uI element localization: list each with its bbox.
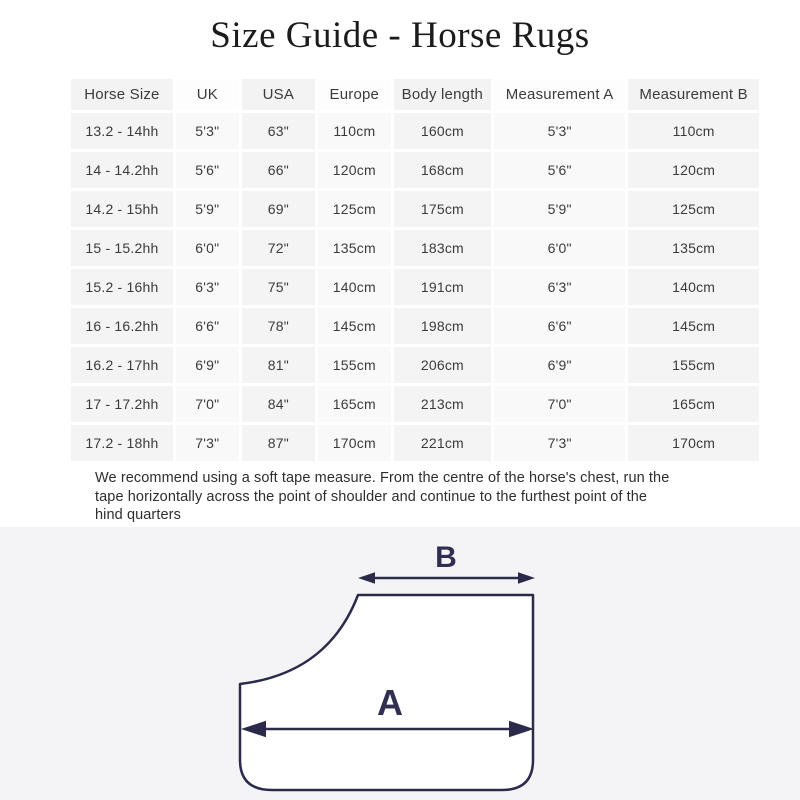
table-cell: 191cm xyxy=(394,269,491,305)
table-cell: 135cm xyxy=(628,230,759,266)
table-cell: 175cm xyxy=(394,191,491,227)
column-header: USA xyxy=(242,79,315,110)
table-cell: 66" xyxy=(242,152,315,188)
table-cell: 5'6" xyxy=(176,152,239,188)
measurement-note-line: We recommend using a soft tape measure. From the centre of the horse's chest, run the xyxy=(95,470,670,486)
header-row xyxy=(71,79,759,110)
rug-diagram xyxy=(0,527,800,800)
table-cell: 110cm xyxy=(628,113,759,149)
table-cell: 7'3" xyxy=(176,425,239,461)
table-cell: 125cm xyxy=(628,191,759,227)
table-row xyxy=(71,386,759,422)
table-cell: 160cm xyxy=(394,113,491,149)
table-cell: 16.2 - 17hh xyxy=(71,347,173,383)
table-cell: 81" xyxy=(242,347,315,383)
column-header: Horse Size xyxy=(71,79,173,110)
table-cell: 17 - 17.2hh xyxy=(71,386,173,422)
table-cell: 7'0" xyxy=(176,386,239,422)
table-cell: 63" xyxy=(242,113,315,149)
table-cell: 69" xyxy=(242,191,315,227)
table-cell: 15 - 15.2hh xyxy=(71,230,173,266)
column-header: Measurement B xyxy=(628,79,759,110)
size-table-body xyxy=(71,113,759,461)
table-cell: 5'6" xyxy=(494,152,625,188)
table-cell: 221cm xyxy=(394,425,491,461)
table-cell: 14 - 14.2hh xyxy=(71,152,173,188)
table-cell: 6'9" xyxy=(176,347,239,383)
column-header: UK xyxy=(176,79,239,110)
table-cell: 5'3" xyxy=(176,113,239,149)
table-cell: 16 - 16.2hh xyxy=(71,308,173,344)
table-cell: 170cm xyxy=(628,425,759,461)
table-cell: 5'3" xyxy=(494,113,625,149)
table-cell: 75" xyxy=(242,269,315,305)
table-cell: 6'3" xyxy=(176,269,239,305)
table-cell: 183cm xyxy=(394,230,491,266)
table-cell: 213cm xyxy=(394,386,491,422)
measurement-note-line: hind quarters xyxy=(95,507,181,523)
table-row xyxy=(71,269,759,305)
table-row xyxy=(71,152,759,188)
table-cell: 13.2 - 14hh xyxy=(71,113,173,149)
table-cell: 7'3" xyxy=(494,425,625,461)
label-a: A xyxy=(377,682,403,723)
table-cell: 78" xyxy=(242,308,315,344)
table-cell: 140cm xyxy=(628,269,759,305)
size-table xyxy=(68,76,762,464)
column-header: Body length xyxy=(394,79,491,110)
table-cell: 6'0" xyxy=(176,230,239,266)
table-cell: 6'9" xyxy=(494,347,625,383)
table-cell: 155cm xyxy=(628,347,759,383)
table-cell: 6'0" xyxy=(494,230,625,266)
table-cell: 5'9" xyxy=(176,191,239,227)
measurement-note-line: tape horizontally across the point of shoulder and continue to the furthest point of the xyxy=(95,488,648,505)
table-cell: 155cm xyxy=(318,347,391,383)
table-cell: 6'3" xyxy=(494,269,625,305)
rug-diagram-svg xyxy=(0,527,800,800)
table-cell: 165cm xyxy=(318,386,391,422)
table-cell: 7'0" xyxy=(494,386,625,422)
table-row xyxy=(71,308,759,344)
table-cell: 145cm xyxy=(318,308,391,344)
table-cell: 145cm xyxy=(628,308,759,344)
table-cell: 165cm xyxy=(628,386,759,422)
table-cell: 110cm xyxy=(318,113,391,149)
table-cell: 15.2 - 16hh xyxy=(71,269,173,305)
page-title: Size Guide - Horse Rugs xyxy=(210,15,590,56)
measurement-note xyxy=(95,469,727,525)
table-row xyxy=(71,347,759,383)
table-cell: 125cm xyxy=(318,191,391,227)
table-cell: 120cm xyxy=(318,152,391,188)
label-b: B xyxy=(435,541,457,574)
table-cell: 84" xyxy=(242,386,315,422)
table-cell: 87" xyxy=(242,425,315,461)
table-cell: 120cm xyxy=(628,152,759,188)
table-cell: 170cm xyxy=(318,425,391,461)
table-cell: 140cm xyxy=(318,269,391,305)
table-cell: 168cm xyxy=(394,152,491,188)
size-table-head xyxy=(71,79,759,110)
table-row xyxy=(71,230,759,266)
column-header: Measurement A xyxy=(494,79,625,110)
table-row xyxy=(71,113,759,149)
table-cell: 72" xyxy=(242,230,315,266)
column-header: Europe xyxy=(318,79,391,110)
table-row xyxy=(71,425,759,461)
table-cell: 17.2 - 18hh xyxy=(71,425,173,461)
table-cell: 14.2 - 15hh xyxy=(71,191,173,227)
table-cell: 6'6" xyxy=(494,308,625,344)
table-row xyxy=(71,191,759,227)
table-cell: 5'9" xyxy=(494,191,625,227)
table-cell: 206cm xyxy=(394,347,491,383)
table-cell: 198cm xyxy=(394,308,491,344)
table-cell: 6'6" xyxy=(176,308,239,344)
table-cell: 135cm xyxy=(318,230,391,266)
